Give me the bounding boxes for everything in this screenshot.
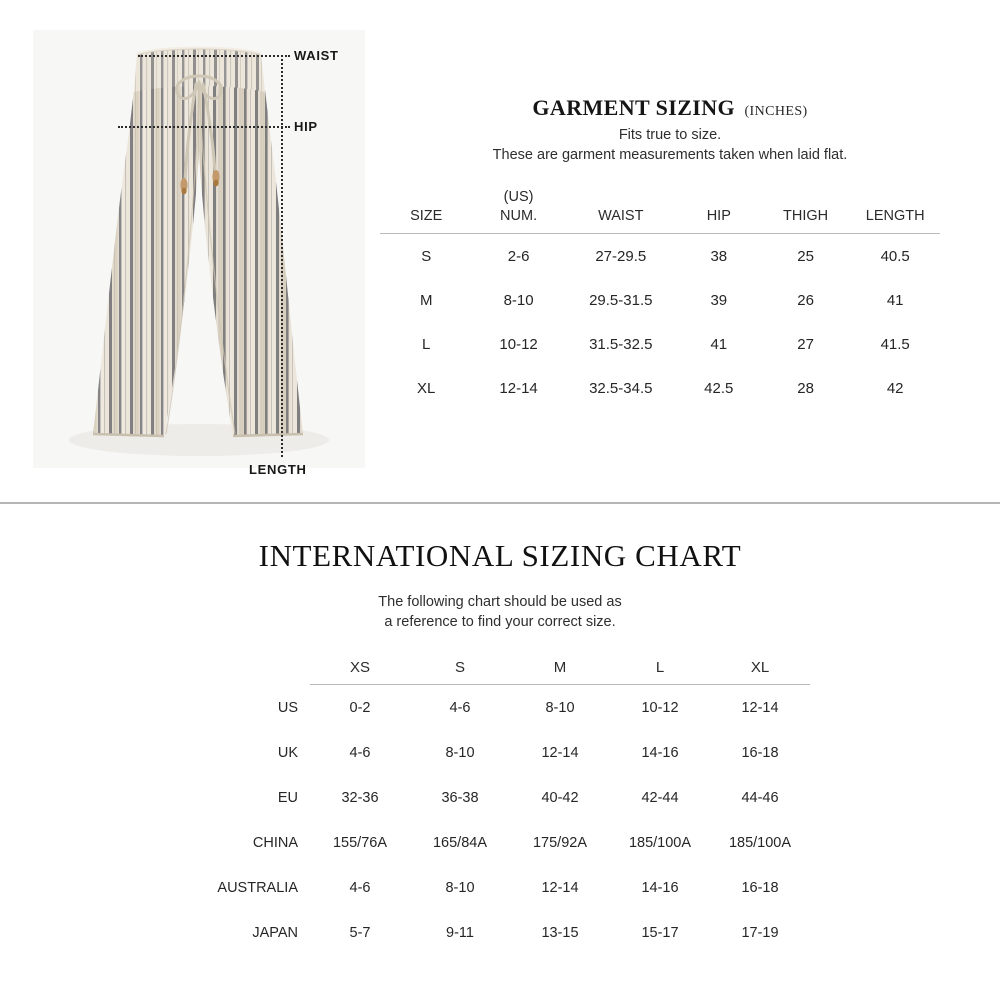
international-cell: 36-38	[441, 790, 479, 806]
garment-cell: 8-10	[503, 292, 534, 309]
length-guide-line	[281, 55, 283, 457]
product-photo-panel	[33, 30, 365, 468]
garment-cell: 38	[710, 248, 728, 265]
table-row	[190, 775, 810, 820]
garment-sizing-table	[380, 187, 940, 410]
garment-cell: 39	[710, 292, 728, 309]
garment-col-waist	[565, 187, 677, 234]
table-row	[190, 910, 810, 955]
international-cell: 12-14	[541, 880, 579, 896]
international-col-l: L	[610, 658, 710, 685]
hip-guide-line	[118, 126, 290, 128]
garment-cell: 29.5-31.5	[589, 292, 653, 309]
length-guide-label: LENGTH	[249, 462, 307, 477]
international-cell: 16-18	[741, 880, 779, 896]
waist-guide-line	[138, 55, 290, 57]
international-cell: 40-42	[541, 790, 579, 806]
garment-cell: M	[419, 292, 433, 309]
international-cell: 5-7	[349, 925, 371, 941]
garment-cell: 10-12	[499, 336, 538, 353]
garment-cell: 41.5	[880, 336, 910, 353]
international-cell: 8-10	[545, 700, 575, 716]
region-label-us: US	[277, 699, 298, 716]
garment-title-row	[380, 95, 960, 121]
garment-col-usnum-top: (US)	[503, 189, 534, 205]
international-cell: 14-16	[641, 745, 679, 761]
table-row	[380, 366, 940, 410]
garment-sizing-block	[380, 95, 960, 410]
garment-cell: 31.5-32.5	[589, 336, 653, 353]
garment-cell: 27	[797, 336, 814, 353]
international-cell: 165/84A	[432, 835, 488, 851]
section-divider	[0, 502, 1000, 504]
international-sizing-table	[190, 658, 810, 955]
region-label-china: CHINA	[252, 835, 298, 851]
garment-cell: 28	[797, 380, 814, 397]
garment-cell: 41	[886, 292, 904, 309]
striped-pants-illustration	[33, 30, 365, 468]
garment-cell: 42.5	[704, 380, 734, 397]
garment-subtitle-line-2: These are garment measurements taken when laid flat.	[492, 147, 848, 163]
region-label-australia: AUSTRALIA	[217, 880, 298, 896]
international-cell: 4-6	[349, 745, 371, 761]
table-row	[190, 820, 810, 865]
international-cell: 8-10	[445, 745, 475, 761]
garment-col-hip	[677, 187, 761, 234]
garment-col-usnum	[472, 187, 564, 234]
garment-cell: 42	[886, 380, 904, 397]
garment-cell: XL	[417, 380, 436, 397]
international-subtitle-line-1: The following chart should be used as	[378, 594, 622, 610]
garment-table-header-row	[380, 187, 940, 234]
garment-title-unit: (INCHES)	[744, 104, 808, 119]
international-cell: 12-14	[541, 745, 579, 761]
garment-col-usnum-main: NUM.	[500, 208, 538, 224]
international-title: INTERNATIONAL SIZING CHART	[258, 538, 742, 573]
garment-col-thigh	[761, 187, 851, 234]
garment-cell: 32.5-34.5	[589, 380, 653, 397]
table-row	[190, 865, 810, 910]
garment-cell: 26	[797, 292, 814, 309]
international-subtitle	[0, 592, 1000, 632]
region-label-eu: EU	[277, 790, 298, 806]
international-cell: 185/100A	[728, 835, 792, 851]
international-cell: 4-6	[449, 700, 471, 716]
international-corner-cell	[190, 658, 310, 685]
international-col-m: M	[510, 658, 610, 685]
garment-cell: S	[421, 248, 432, 265]
international-header-row	[190, 658, 810, 685]
international-cell: 16-18	[741, 745, 779, 761]
region-label-japan: JAPAN	[252, 925, 298, 941]
garment-cell: 2-6	[507, 248, 530, 265]
garment-col-thigh-main: THIGH	[783, 208, 829, 224]
table-row	[190, 685, 810, 731]
table-row	[380, 278, 940, 322]
garment-title: GARMENT SIZING	[532, 95, 736, 120]
garment-col-length-main: LENGTH	[865, 208, 925, 224]
international-cell: 0-2	[349, 700, 371, 716]
garment-col-size	[380, 187, 472, 234]
table-row	[190, 730, 810, 775]
hip-guide-label: HIP	[294, 119, 318, 134]
international-table-wrap	[0, 658, 1000, 955]
international-col-s: S	[410, 658, 510, 685]
international-cell: 12-14	[741, 700, 779, 716]
international-col-xl: XL	[710, 658, 810, 685]
international-cell: 8-10	[445, 880, 475, 896]
garment-col-waist-main: WAIST	[598, 208, 644, 224]
garment-cell: 40.5	[880, 248, 910, 265]
international-cell: 4-6	[349, 880, 371, 896]
international-cell: 42-44	[641, 790, 679, 806]
international-cell: 14-16	[641, 880, 679, 896]
garment-cell: L	[422, 336, 431, 353]
international-sizing-section	[0, 536, 1000, 955]
international-cell: 10-12	[641, 700, 679, 716]
garment-col-hip-main: HIP	[706, 208, 731, 224]
garment-cell: 41	[710, 336, 728, 353]
international-cell: 32-36	[341, 790, 379, 806]
international-cell: 17-19	[741, 925, 779, 941]
garment-cell: 25	[797, 248, 814, 265]
garment-col-size-main: SIZE	[410, 208, 443, 224]
international-cell: 44-46	[741, 790, 779, 806]
garment-col-length	[850, 187, 940, 234]
table-row	[380, 322, 940, 366]
international-cell: 13-15	[541, 925, 579, 941]
international-cell: 15-17	[641, 925, 679, 941]
international-cell: 175/92A	[532, 835, 588, 851]
garment-cell: 27-29.5	[595, 248, 647, 265]
international-col-xs: XS	[310, 658, 410, 685]
garment-subtitle-line-1: Fits true to size.	[618, 127, 722, 143]
table-row	[380, 234, 940, 279]
garment-cell: 12-14	[499, 380, 538, 397]
region-label-uk: UK	[277, 745, 298, 761]
international-cell: 9-11	[446, 925, 474, 941]
waist-guide-label: WAIST	[294, 48, 339, 63]
international-subtitle-line-2: a reference to find your correct size.	[384, 614, 616, 630]
international-cell: 155/76A	[332, 835, 388, 851]
international-cell: 185/100A	[628, 835, 692, 851]
